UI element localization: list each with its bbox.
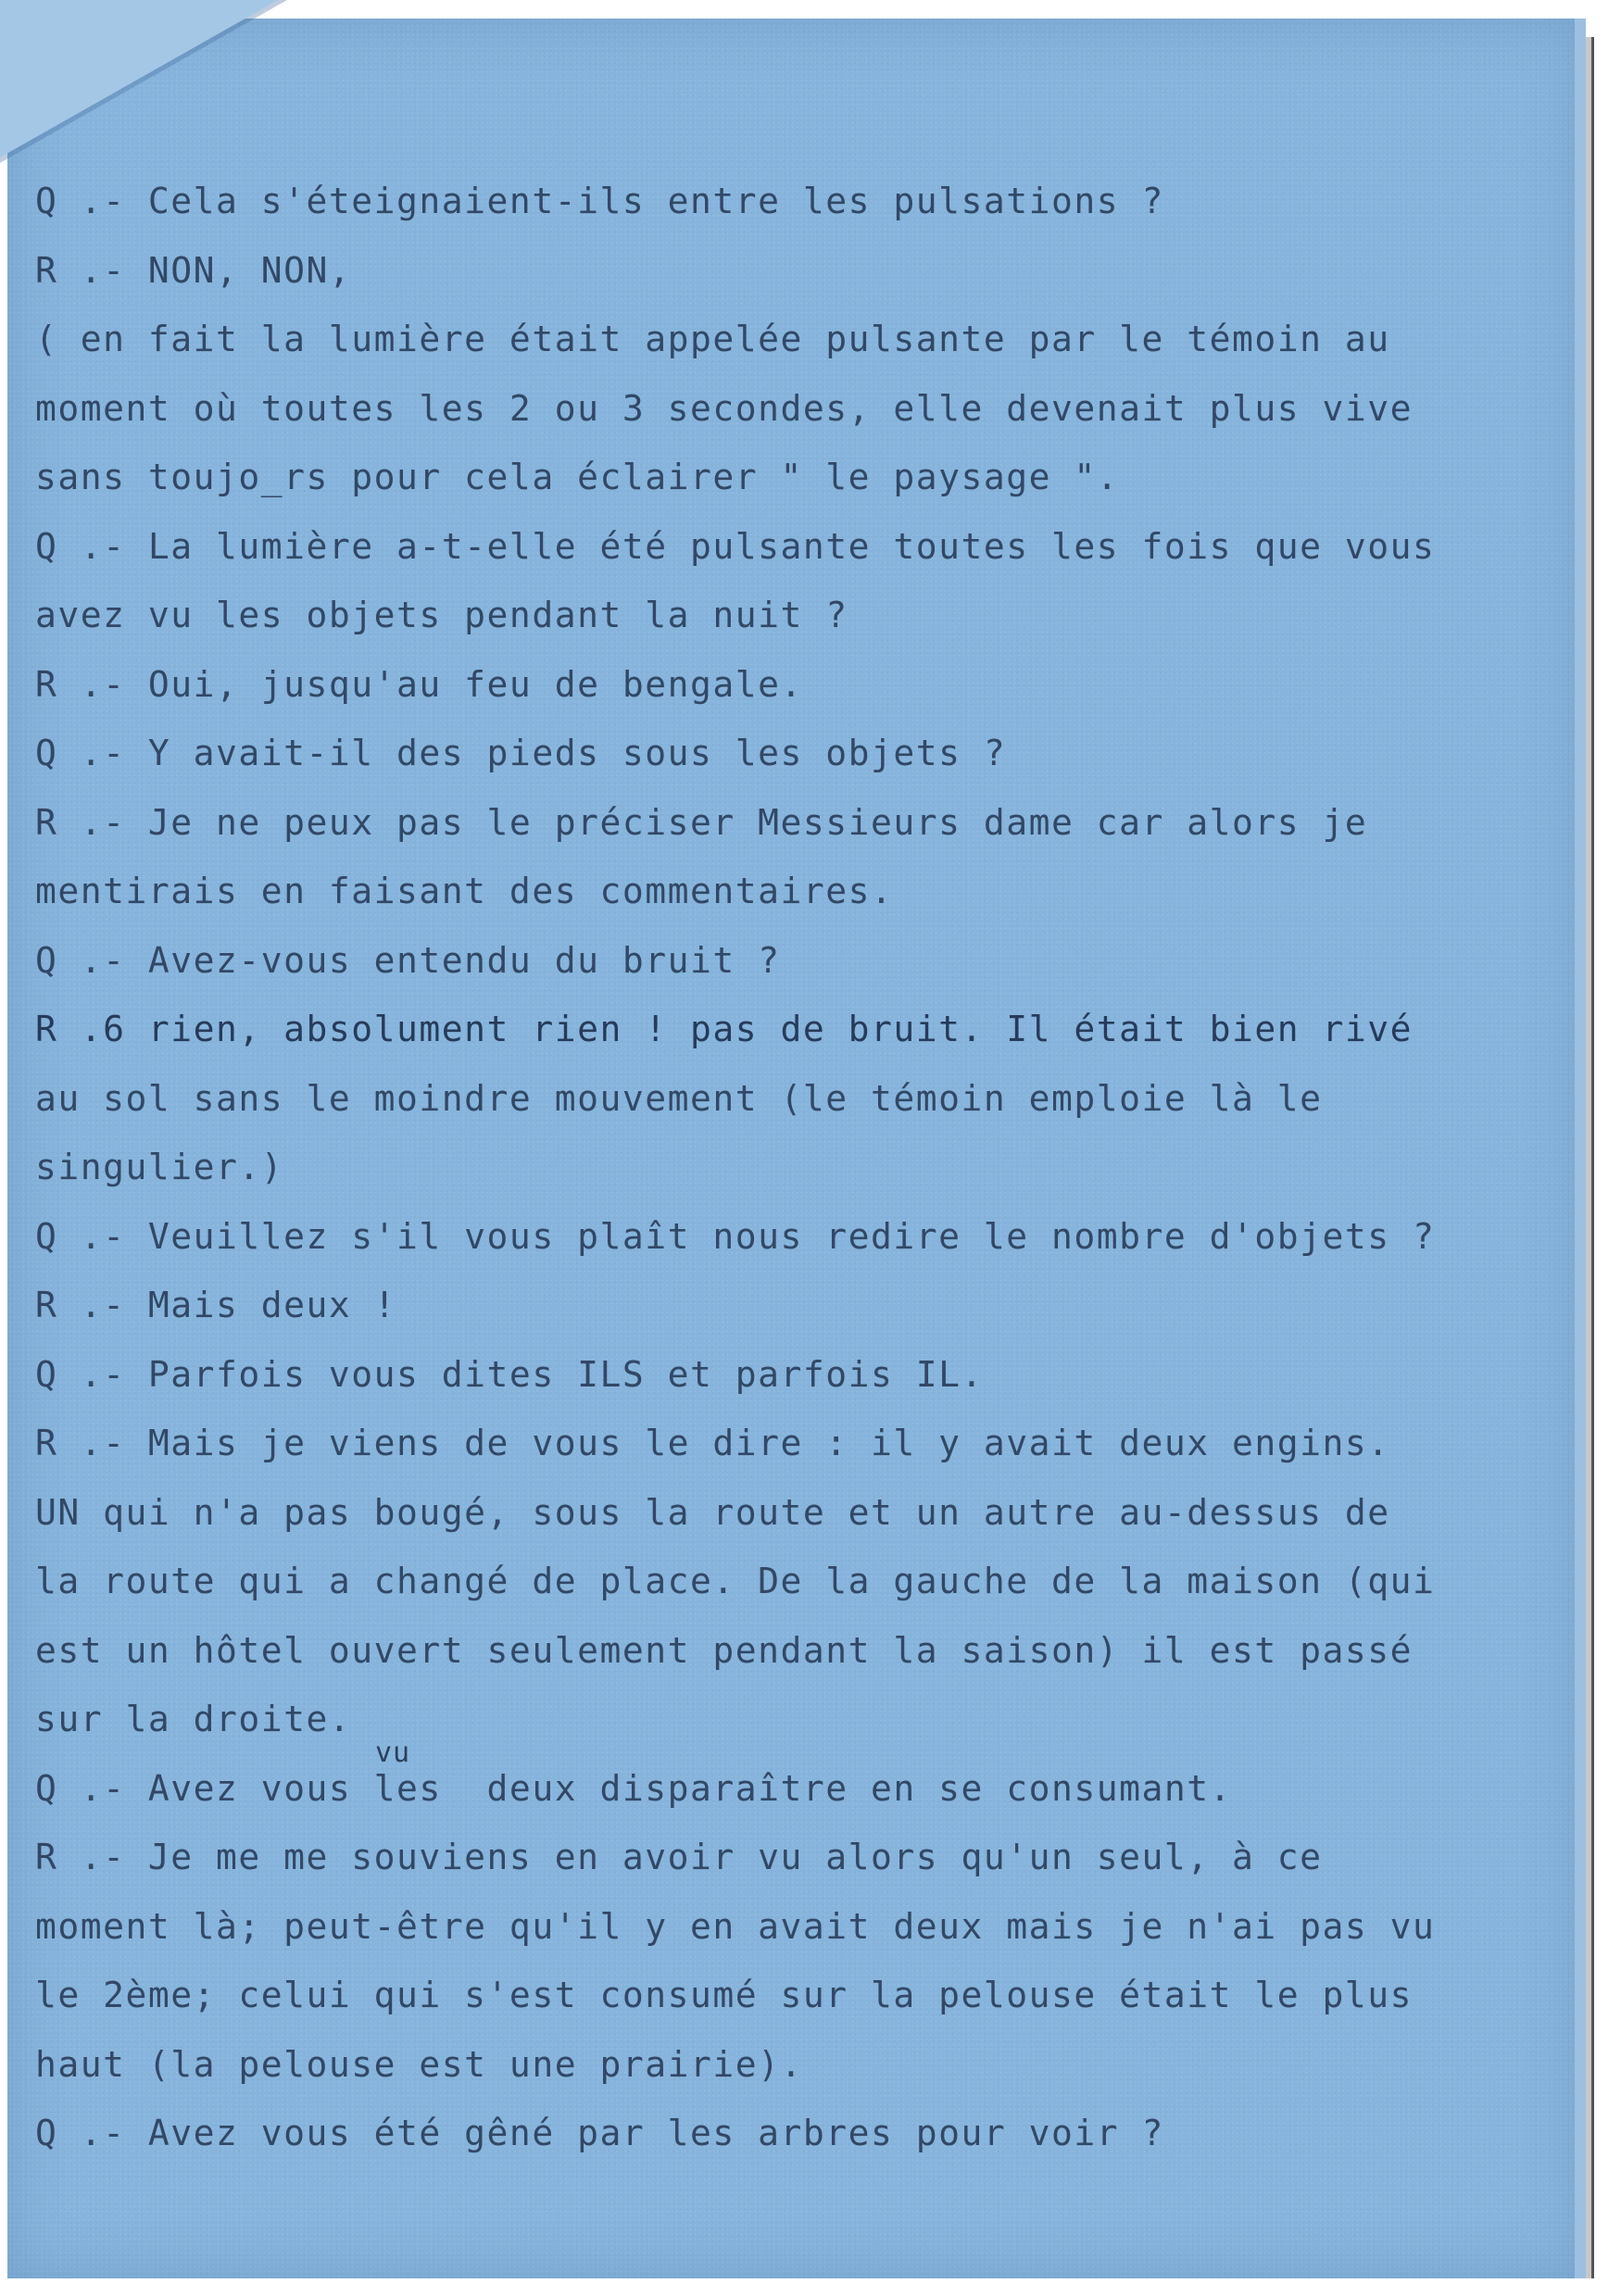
transcript-line-2: R .- NON, NON, — [35, 249, 352, 291]
transcript-line-6: Q .- La lumière a-t-elle été pulsante toutes les fois que vous — [35, 525, 1436, 567]
transcript-line-15: singulier.) — [35, 1147, 284, 1187]
transcript-line-8: R .- Oui, jusqu'au feu de bengale. — [35, 663, 803, 705]
transcript-line-14: au sol sans le moindre mouvement (le témoin emploie là le — [35, 1077, 1323, 1119]
transcript-line-21: la route qui a changé de place. De la gauche de la maison (qui — [35, 1561, 1436, 1601]
transcript-line-9: Q .- Y avait-il des pieds sous les objets ? — [35, 733, 1007, 773]
underlying-page-edge-shadow — [1591, 37, 1594, 2278]
folded-corner — [0, 0, 278, 157]
transcript-line-20: UN qui n'a pas bougé, sous la route et un autre au-dessus de — [35, 1491, 1390, 1533]
transcript-line-23: sur la droite. — [35, 1699, 352, 1739]
transcript-line-13: R .6 rien, absolument rien ! pas de bruit. Il était bien rivé — [35, 1009, 1414, 1049]
sheet-right-margin — [1575, 19, 1586, 2278]
transcript-line-3: ( en fait la lumière était appelée pulsante par le témoin au — [35, 319, 1390, 359]
transcript-line-10: R .- Je ne peux pas le préciser Messieurs dame car alors je — [35, 801, 1368, 843]
transcript-line-19: R .- Mais je viens de vous le dire : il y avait deux engins. — [35, 1423, 1390, 1463]
transcript-line-29: Q .- Avez vous été gêné par les arbres pour voir ? — [35, 2113, 1164, 2153]
transcript-line-24: Q .- Avez vous les deux disparaître en se consumant. — [35, 1767, 1233, 1809]
transcript-line-28: haut (la pelouse est une prairie). — [35, 2043, 803, 2085]
transcript-line-5: sans toujo_rs pour cela éclairer " le paysage ". — [35, 457, 1120, 497]
transcript-line-16: Q .- Veuillez s'il vous plaît nous redire le nombre d'objets ? — [35, 1215, 1436, 1257]
interlinear-insertion: vu — [375, 1737, 411, 1769]
transcript-line-25: R .- Je me me souviens en avoir vu alors qu'un seul, à ce — [35, 1837, 1323, 1877]
interview-transcript — [35, 167, 1564, 2168]
transcript-line-26: moment là; peut-être qu'il y en avait deux mais je n'ai pas vu — [35, 1905, 1436, 1947]
transcript-line-12: Q .- Avez-vous entendu du bruit ? — [35, 939, 781, 981]
transcript-line-27: le 2ème; celui qui s'est consumé sur la pelouse était le plus — [35, 1975, 1414, 2015]
transcript-line-1: Q .- Cela s'éteignaient-ils entre les pulsations ? — [35, 181, 1164, 221]
transcript-line-4: moment où toutes les 2 ou 3 secondes, elle devenait plus vive — [35, 387, 1414, 429]
transcript-line-7: avez vu les objets pendant la nuit ? — [35, 595, 848, 635]
transcript-line-17: R .- Mais deux ! — [35, 1285, 397, 1325]
transcript-line-11: mentirais en faisant des commentaires. — [35, 871, 894, 911]
transcript-line-18: Q .- Parfois vous dites ILS et parfois IL. — [35, 1353, 984, 1395]
transcript-line-22: est un hôtel ouvert seulement pendant la saison) il est passé — [35, 1629, 1414, 1671]
